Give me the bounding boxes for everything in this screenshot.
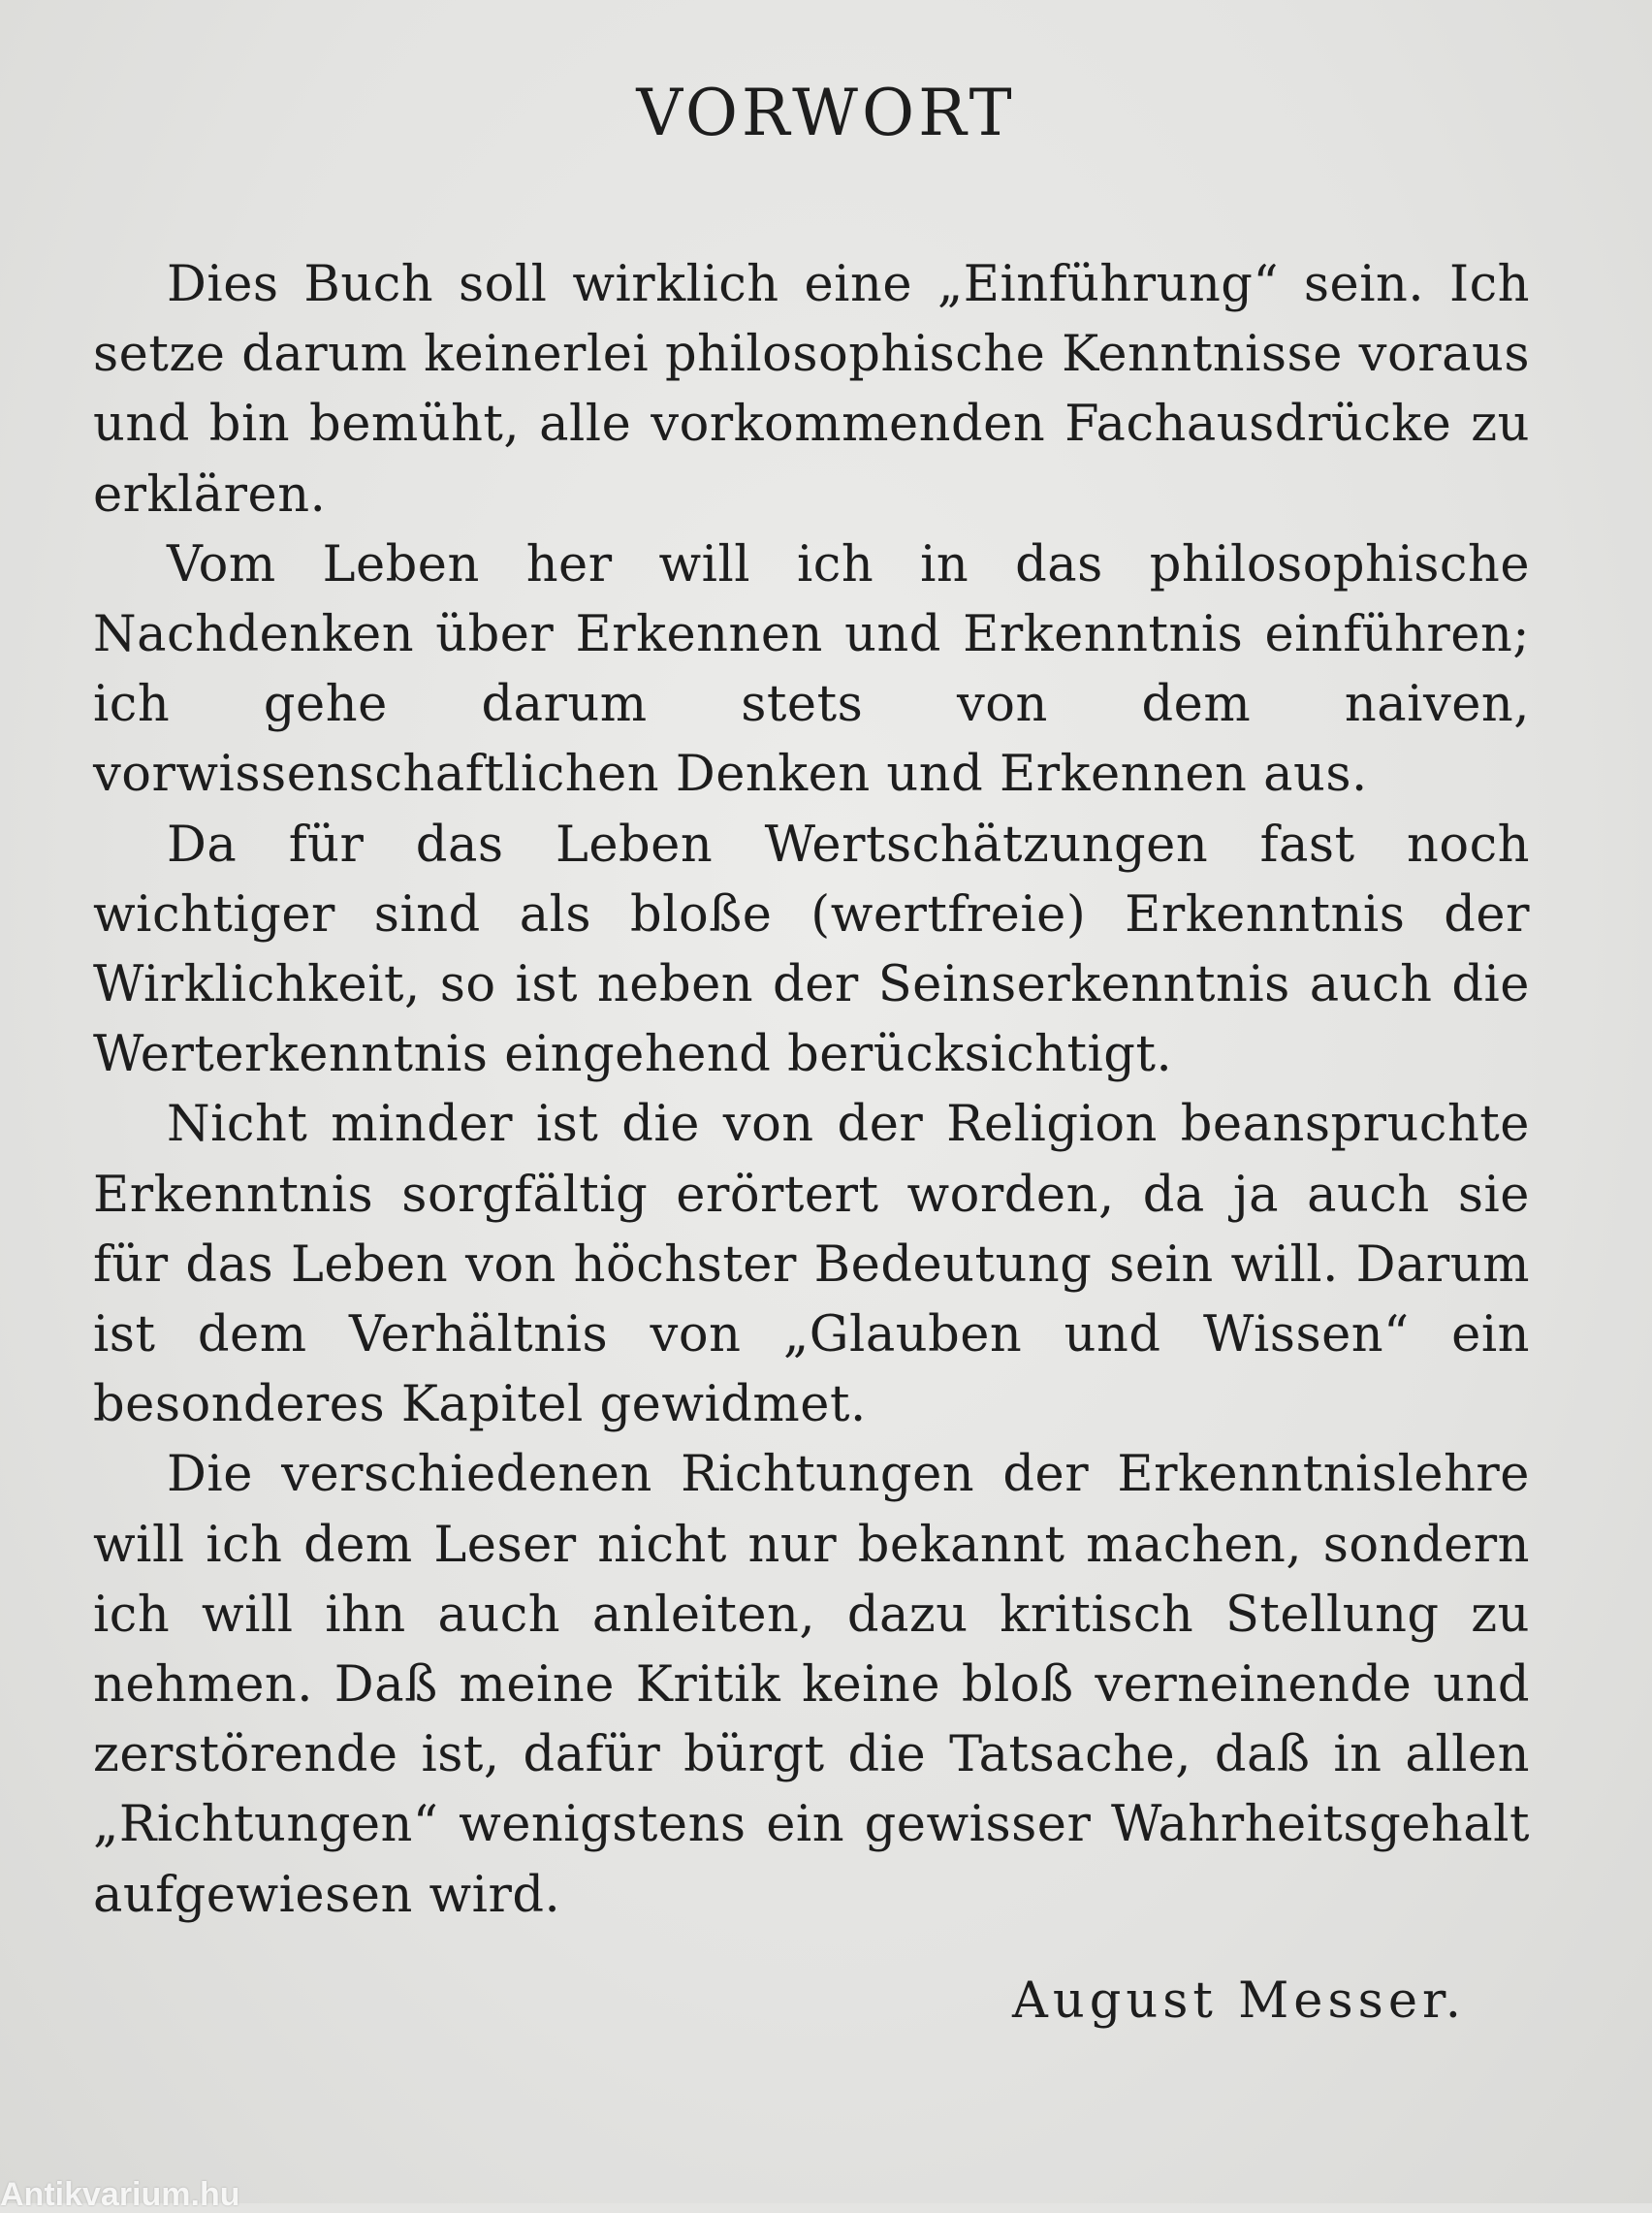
author-signature: August Messer. — [1012, 1972, 1466, 2030]
watermark: Antikvarium.hu — [0, 2176, 240, 2213]
paragraph-2: Vom Leben her will ich in das philosophische Nachdenken über Erkennen und Erkenntnis einführen; ich gehe darum stets von dem naiven, vorwissenschaftlichen Denken und Erkennen aus. — [93, 535, 1530, 804]
paragraph-3: Da für das Leben Wertschätzungen fast noch wichtiger sind als bloße (wertfreie) Erkenntnis der Wirklichkeit, so ist neben der Seinserkenntnis auch die Werterkenntnis eingehend berücksichtigt. — [93, 816, 1530, 1084]
paragraph-1: Dies Buch soll wirklich eine „Einführung“ sein. Ich setze darum keinerlei philosophische Kenntnisse voraus und bin bemüht, alle vorkommenden Fachausdrücke zu erklären. — [93, 256, 1530, 524]
page-title: VORWORT — [636, 76, 1016, 150]
paragraph-5: Die verschiedenen Richtungen der Erkenntnislehre will ich dem Leser nicht nur bekannt machen, sondern ich will ihn auch anleiten, dazu kritisch Stellung zu nehmen. Daß meine Kritik keine bloß verneinende und zerstörende ist, dafür bürgt die Tatsache, daß in allen „Richtungen“ wenigstens ein gewisser Wahrheitsgehalt aufgewiesen wird. — [93, 1446, 1530, 1924]
preface-body — [93, 250, 1530, 1931]
paragraph-4: Nicht minder ist die von der Religion beanspruchte Erkenntnis sorgfältig erörtert worden, da ja auch sie für das Leben von höchster Bedeutung sein will. Darum ist dem Verhältnis von „Glauben und Wissen“ ein besonderes Kapitel gewidmet. — [93, 1096, 1530, 1434]
